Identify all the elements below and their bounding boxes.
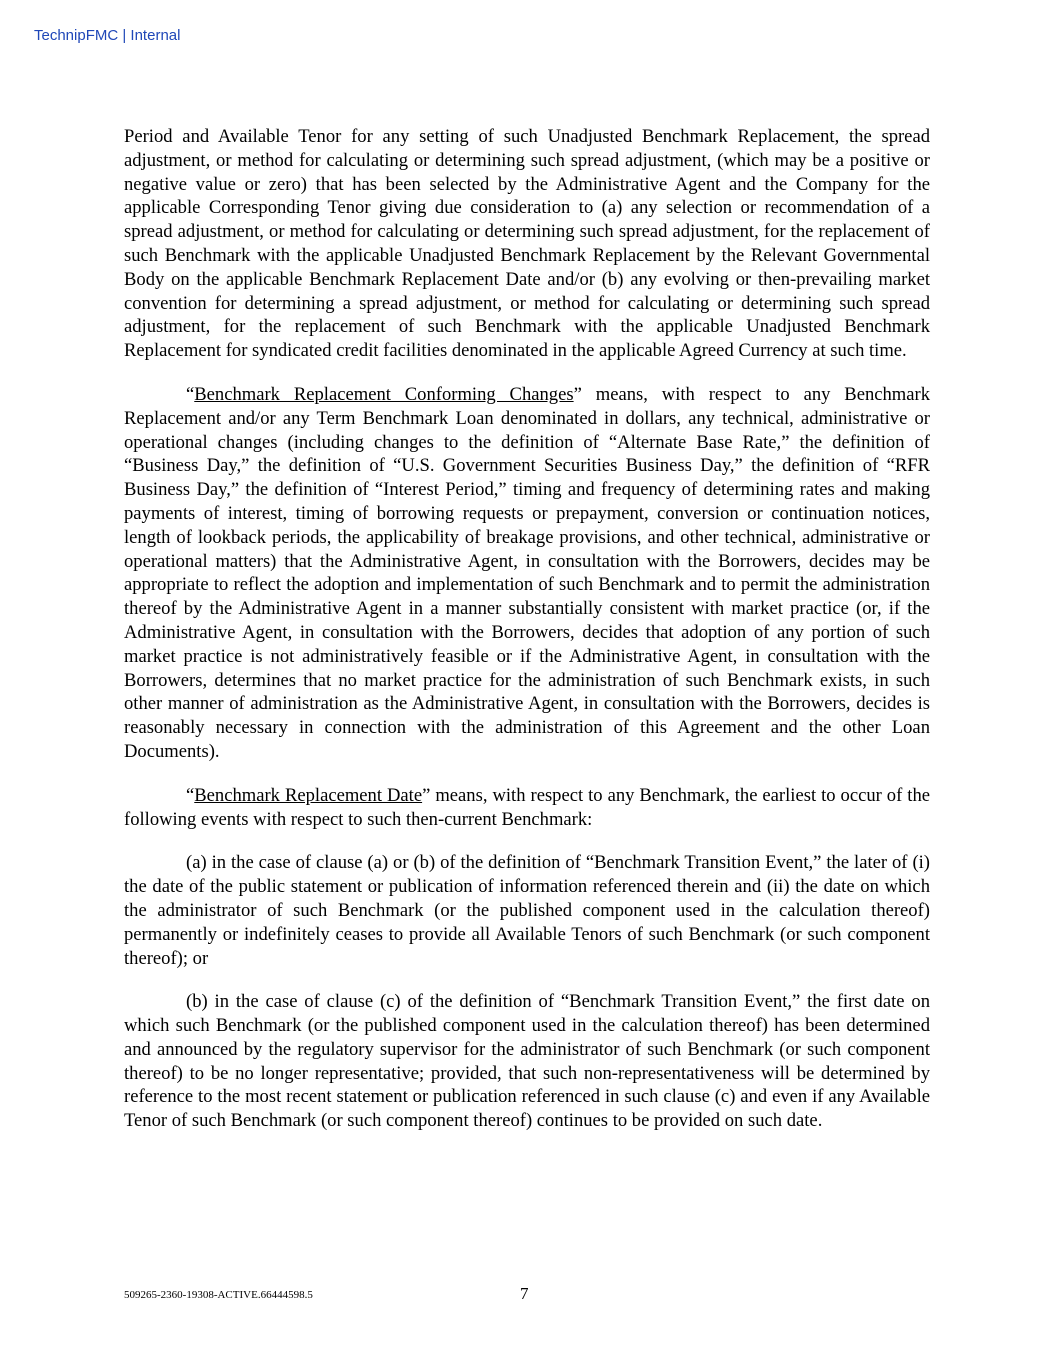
document-body (124, 125, 930, 1153)
paragraph-spread-adjustment-continued: Period and Available Tenor for any setting of such Unadjusted Benchmark Replacement, the spread adjustment, or method for calculating or determining such spread adjustment, (which may be a positive or negative value or zero) that has been selected by the Administrative Agent and the Company for the applicable Corresponding Tenor giving due consideration to (a) any selection or recommendation of a spread adjustment, or method for calculating or determining such spread adjustment, for the replacement of such Benchmark with the applicable Unadjusted Benchmark Replacement by the Relevant Governmental Body on the applicable Benchmark Replacement Date and/or (b) any evolving or then-prevailing market convention for determining a spread adjustment, or method for calculating or determining such spread adjustment, for the replacement of such Benchmark with the applicable Unadjusted Benchmark Replacement for syndicated credit facilities denominated in the applicable Agreed Currency at such time. (124, 126, 930, 362)
definition-conforming-changes (124, 383, 930, 764)
definition-text: ” means, with respect to any Benchmark Replacement and/or any Term Benchmark Loan denominated in dollars, any technical, administrative or operational changes (including changes to the definition of “Alternate Base Rate,” the definition of “Business Day,” the definition of “U.S. Government Securities Business Day,” the definition of “RFR Business Day,” the definition of “Interest Period,” timing and frequency of determining rates and making payments of interest, timing of borrowing requests or prepayment, conversion or continuation notices, length of lookback periods, the applicability of breakage provisions, and other technical, administrative or operational matters) that the Administrative Agent, in consultation with the Borrowers, decides may be appropriate to reflect the adoption and implementation of such Benchmark and to permit the administration thereof by the Administrative Agent in a manner substantially consistent with market practice (or, if the Administrative Agent, in consultation with the Borrowers, decides that adoption of any portion of such market practice is not administratively feasible or if the Administrative Agent, in consultation with the Borrowers, determines that no market practice for the administration of such Benchmark exists, in such other manner of administration as the Administrative Agent, in consultation with the Borrowers, decides is reasonably necessary in connection with the administration of this Agreement and the other Loan Documents). (124, 383, 931, 762)
clause-a: (a) in the case of clause (a) or (b) of the definition of “Benchmark Transition Event,” the later of (i) the date of the public statement or publication of information referenced therein and (ii) the date on which the administrator of such Benchmark (or the published component used in the calculation thereof) permanently or indefinitely ceases to provide all Available Tenors of such Benchmark (or such component thereof); or (124, 852, 930, 969)
defined-term-replacement-date: Benchmark Replacement Date (194, 784, 423, 806)
open-quote: “ (186, 383, 195, 405)
defined-term-conforming-changes: Benchmark Replacement Conforming Changes (194, 383, 574, 405)
definition-replacement-date (124, 784, 930, 832)
open-quote: “ (186, 784, 195, 806)
definition-text: ” means, with respect to any Benchmark, the earliest to occur of the following events with respect to such then-current Benchmark: (124, 784, 930, 830)
page-number: 7 (520, 1284, 529, 1303)
footer-document-id: 509265-2360-19308-ACTIVE.66444598.5 (124, 1289, 313, 1301)
classification-label: TechnipFMC | Internal (34, 27, 181, 44)
clause-b: (b) in the case of clause (c) of the definition of “Benchmark Transition Event,” the first date on which such Benchmark (or the published component used in the calculation thereof) has been determined and announced by the regulatory supervisor for the administrator of such Benchmark (or such component thereof) to be no longer representative; provided, that such non-representativeness will be determined by reference to the most recent statement or publication referenced in such clause (c) and even if any Available Tenor of such Benchmark (or such component thereof) continues to be provided on such date. (124, 991, 930, 1132)
